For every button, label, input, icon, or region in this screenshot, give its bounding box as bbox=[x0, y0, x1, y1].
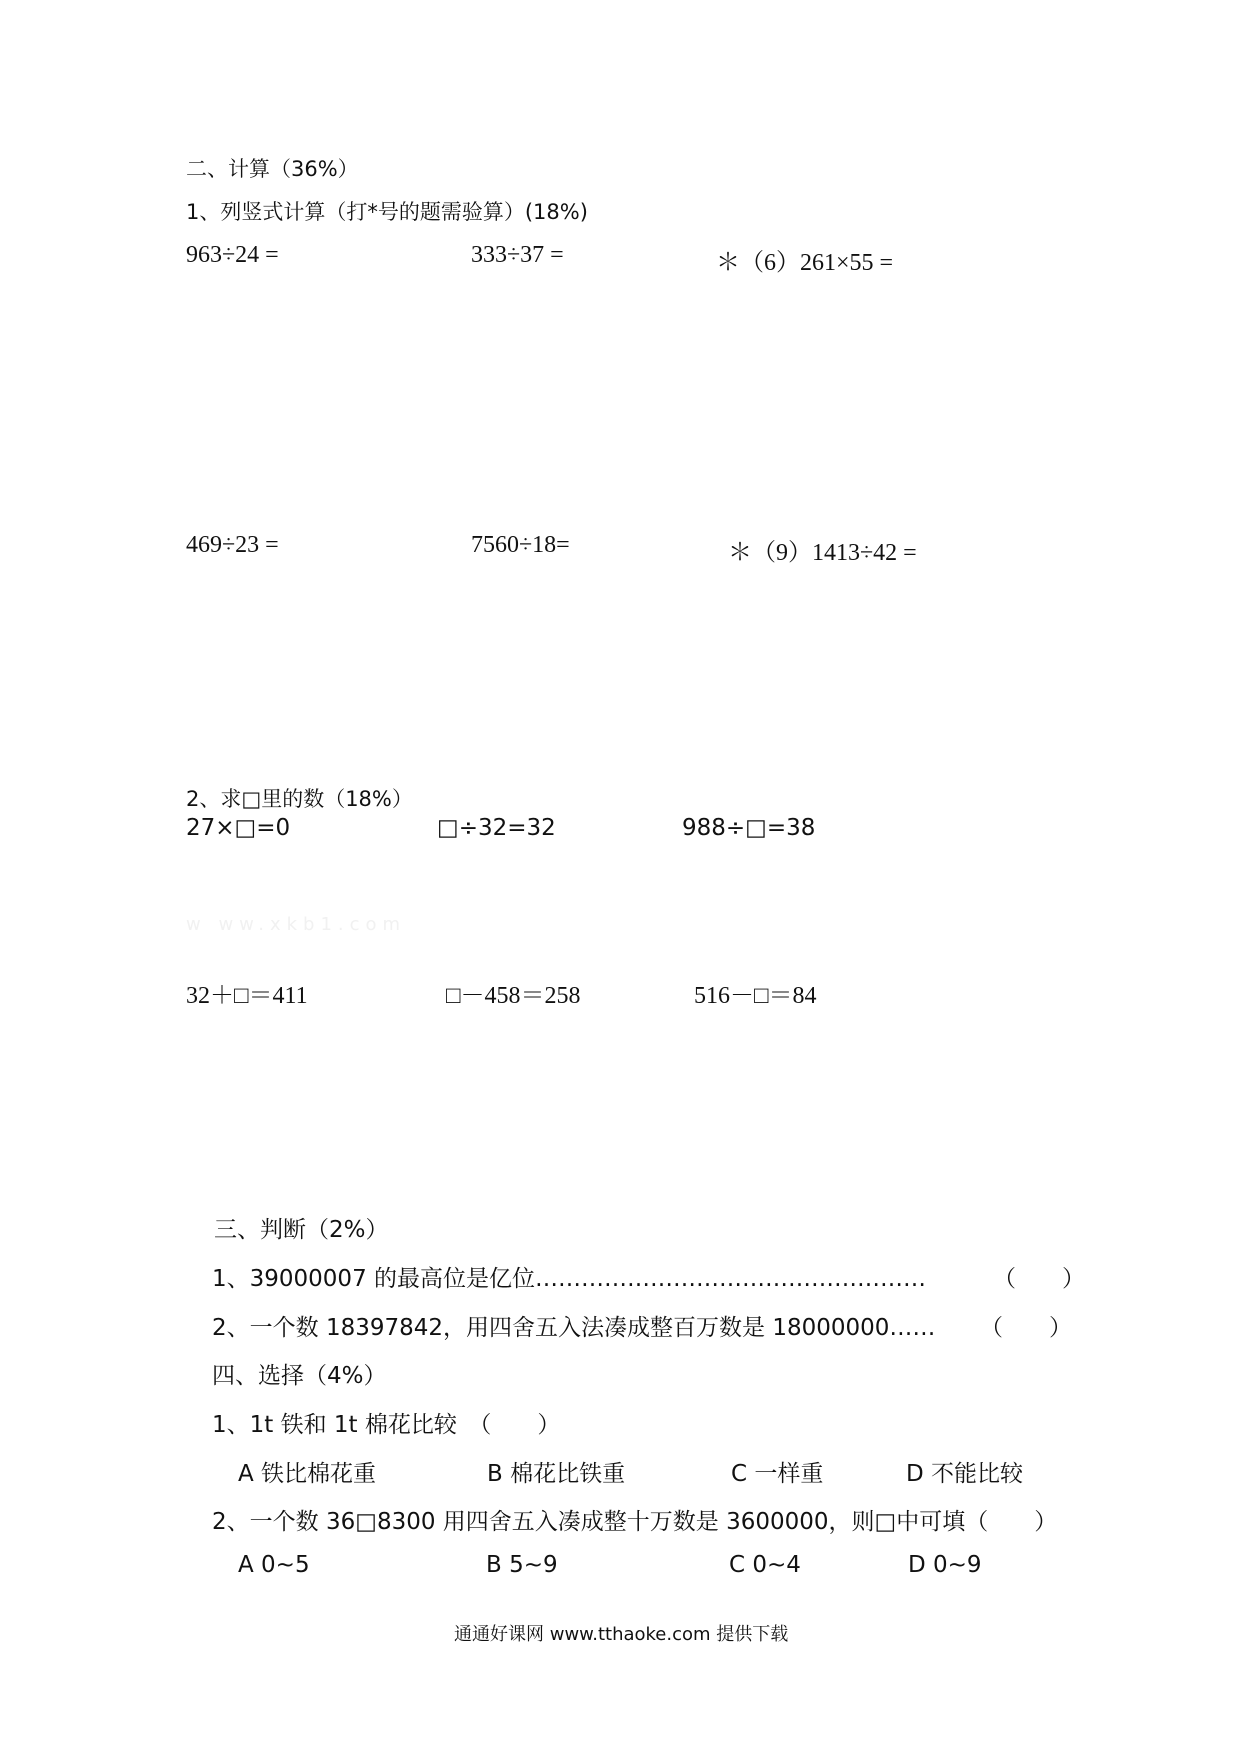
choice-1-option-b: B 棉花比铁重 bbox=[487, 1461, 626, 1487]
judge-answer-blank-1: （ ） bbox=[993, 1266, 1085, 1292]
problem-1-4: 469÷23 = bbox=[186, 532, 279, 558]
choice-1-option-d: D 不能比较 bbox=[906, 1461, 1024, 1487]
footer-credit: 通通好课网 www.tthaoke.com 提供下载 bbox=[454, 1624, 789, 1645]
watermark: w ww.xkb1.com bbox=[186, 914, 407, 935]
choice-2-option-b: B 5~9 bbox=[486, 1552, 558, 1578]
choice-2-option-d: D 0~9 bbox=[908, 1552, 982, 1578]
problem-1-5: 7560÷18= bbox=[471, 532, 570, 558]
judge-answer-blank-2: （ ） bbox=[980, 1315, 1072, 1341]
choice-1-option-a: A 铁比棉花重 bbox=[238, 1461, 377, 1487]
section-4-heading: 四、选择（4%） bbox=[212, 1363, 387, 1389]
problem-1-3: ＊（6）261×55 = bbox=[716, 250, 894, 276]
problem-2-1: 27×□=0 bbox=[186, 815, 291, 841]
section-3-heading: 三、判断（2%） bbox=[214, 1217, 389, 1243]
judge-question-1: 1、39000007 的最高位是亿位…………………………………………… bbox=[212, 1266, 927, 1292]
choice-question-2: 2、一个数 36□8300 用四舍五入凑成整十万数是 3600000，则□中可填（ ） bbox=[212, 1509, 1058, 1535]
choice-question-1: 1、1t 铁和 1t 棉花比较 （ ） bbox=[212, 1412, 561, 1438]
choice-2-option-c: C 0~4 bbox=[729, 1552, 801, 1578]
judge-question-2: 2、一个数 18397842，用四舍五入法凑成整百万数是 18000000…… bbox=[212, 1315, 936, 1341]
choice-2-option-a: A 0~5 bbox=[238, 1552, 310, 1578]
problem-2-3: 988÷□=38 bbox=[682, 815, 816, 841]
problem-2-4: 32＋□＝411 bbox=[186, 983, 308, 1009]
part-1-title: 1、列竖式计算（打*号的题需验算）(18%) bbox=[186, 200, 588, 224]
problem-1-2: 333÷37 = bbox=[471, 242, 564, 268]
problem-2-6: 516－□＝84 bbox=[694, 983, 817, 1009]
section-2-heading: 二、计算（36%） bbox=[186, 157, 359, 181]
part-2-title: 2、求□里的数（18%） bbox=[186, 787, 413, 811]
choice-1-option-c: C 一样重 bbox=[731, 1461, 824, 1487]
problem-2-2: □÷32=32 bbox=[437, 815, 556, 841]
problem-1-6: ＊（9）1413÷42 = bbox=[728, 540, 917, 566]
problem-2-5: □－458＝258 bbox=[446, 983, 581, 1009]
problem-1-1: 963÷24 = bbox=[186, 242, 279, 268]
